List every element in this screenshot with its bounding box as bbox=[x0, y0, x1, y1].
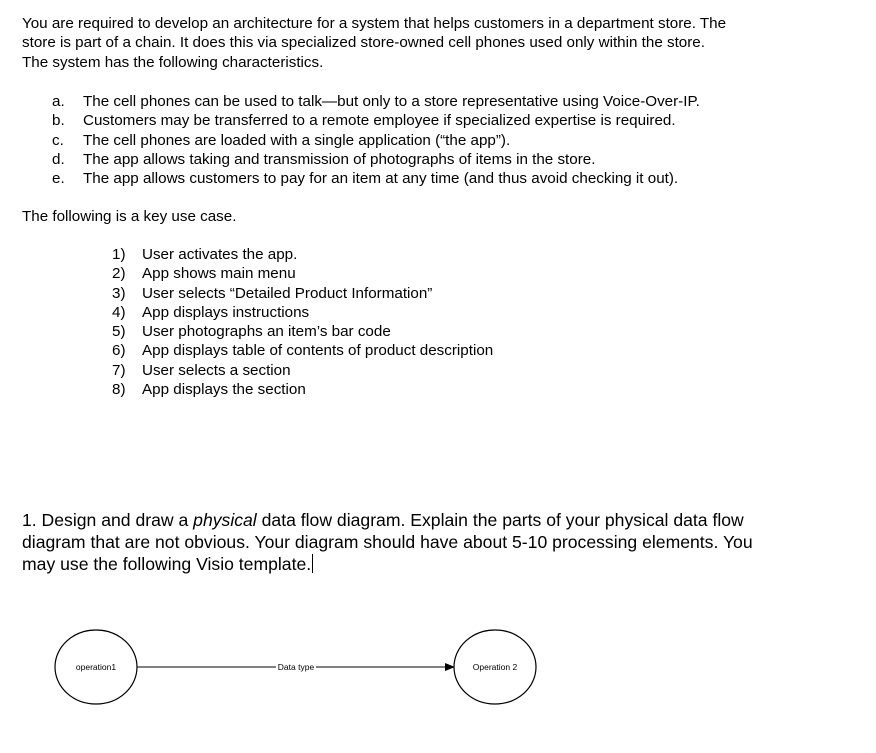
text-cursor bbox=[312, 554, 313, 573]
list-item bbox=[52, 111, 700, 130]
list-item bbox=[112, 264, 493, 283]
step-marker: 1) bbox=[112, 246, 126, 263]
list-item bbox=[52, 92, 700, 111]
step-text: User activates the app. bbox=[142, 246, 298, 263]
list-item-text: The cell phones are loaded with a single application (“the app”). bbox=[83, 131, 511, 149]
step-text: App displays table of contents of product description bbox=[142, 342, 494, 360]
intro-line: store is part of a chain. It does this via specialized store-owned cell phones used only within the store. bbox=[22, 34, 705, 52]
list-item bbox=[112, 361, 493, 380]
process-node-label: operation1 bbox=[75, 662, 117, 672]
list-item-text: The cell phones can be used to talk—but only to a store representative using Voice-Over-IP. bbox=[83, 93, 700, 110]
list-marker: d. bbox=[52, 150, 65, 168]
step-marker: 2) bbox=[112, 265, 126, 283]
list-item bbox=[112, 322, 493, 341]
list-item bbox=[52, 131, 700, 150]
step-marker: 8) bbox=[112, 381, 126, 399]
list-item bbox=[52, 169, 700, 188]
step-text: App shows main menu bbox=[142, 265, 296, 283]
step-marker: 6) bbox=[112, 342, 126, 360]
list-item-text: The app allows taking and transmission of photographs of items in the store. bbox=[83, 150, 596, 168]
question-paragraph[interactable] bbox=[22, 510, 822, 575]
use-case-intro: The following is a key use case. bbox=[22, 208, 237, 225]
step-text: App displays the section bbox=[142, 381, 306, 399]
step-marker: 5) bbox=[112, 323, 126, 341]
list-item bbox=[112, 380, 493, 399]
intro-line: You are required to develop an architecture for a system that helps customers in a department store. The bbox=[22, 15, 727, 32]
question-line3: may use the following Visio template. bbox=[22, 553, 312, 574]
intro-paragraph bbox=[22, 14, 822, 72]
question-line2: diagram that are not obvious. Your diagram should have about 5-10 processing elements. You bbox=[22, 531, 753, 552]
data-flow-diagram[interactable] bbox=[0, 615, 876, 715]
list-marker: c. bbox=[52, 131, 64, 149]
step-marker: 3) bbox=[112, 284, 126, 302]
use-case-steps bbox=[112, 245, 493, 399]
step-text: User selects a section bbox=[142, 361, 291, 379]
step-text: User selects “Detailed Product Information” bbox=[142, 284, 433, 302]
list-marker: a. bbox=[52, 93, 65, 110]
intro-line: The system has the following characteristics. bbox=[22, 53, 324, 71]
characteristics-list bbox=[52, 92, 700, 188]
list-item bbox=[112, 245, 493, 264]
list-item bbox=[112, 303, 493, 322]
process-node-label: Operation 2 bbox=[472, 662, 518, 672]
list-item bbox=[112, 341, 493, 360]
step-marker: 4) bbox=[112, 303, 126, 321]
list-item bbox=[112, 284, 493, 303]
list-item bbox=[52, 150, 700, 169]
question-line1-rest: data flow diagram. Explain the parts of your physical data flow bbox=[256, 510, 744, 530]
list-marker: e. bbox=[52, 170, 65, 188]
flow-label: Data type bbox=[277, 662, 315, 672]
list-item-text: Customers may be transferred to a remote employee if specialized expertise is required. bbox=[83, 112, 676, 130]
step-text: User photographs an item’s bar code bbox=[142, 323, 391, 341]
list-item-text: The app allows customers to pay for an item at any time (and thus avoid checking it out). bbox=[83, 170, 679, 188]
step-marker: 7) bbox=[112, 361, 126, 379]
list-marker: b. bbox=[52, 112, 65, 130]
question-prefix: 1. Design and draw a bbox=[22, 510, 194, 530]
question-emphasis: physical bbox=[193, 510, 257, 530]
step-text: App displays instructions bbox=[142, 303, 310, 321]
